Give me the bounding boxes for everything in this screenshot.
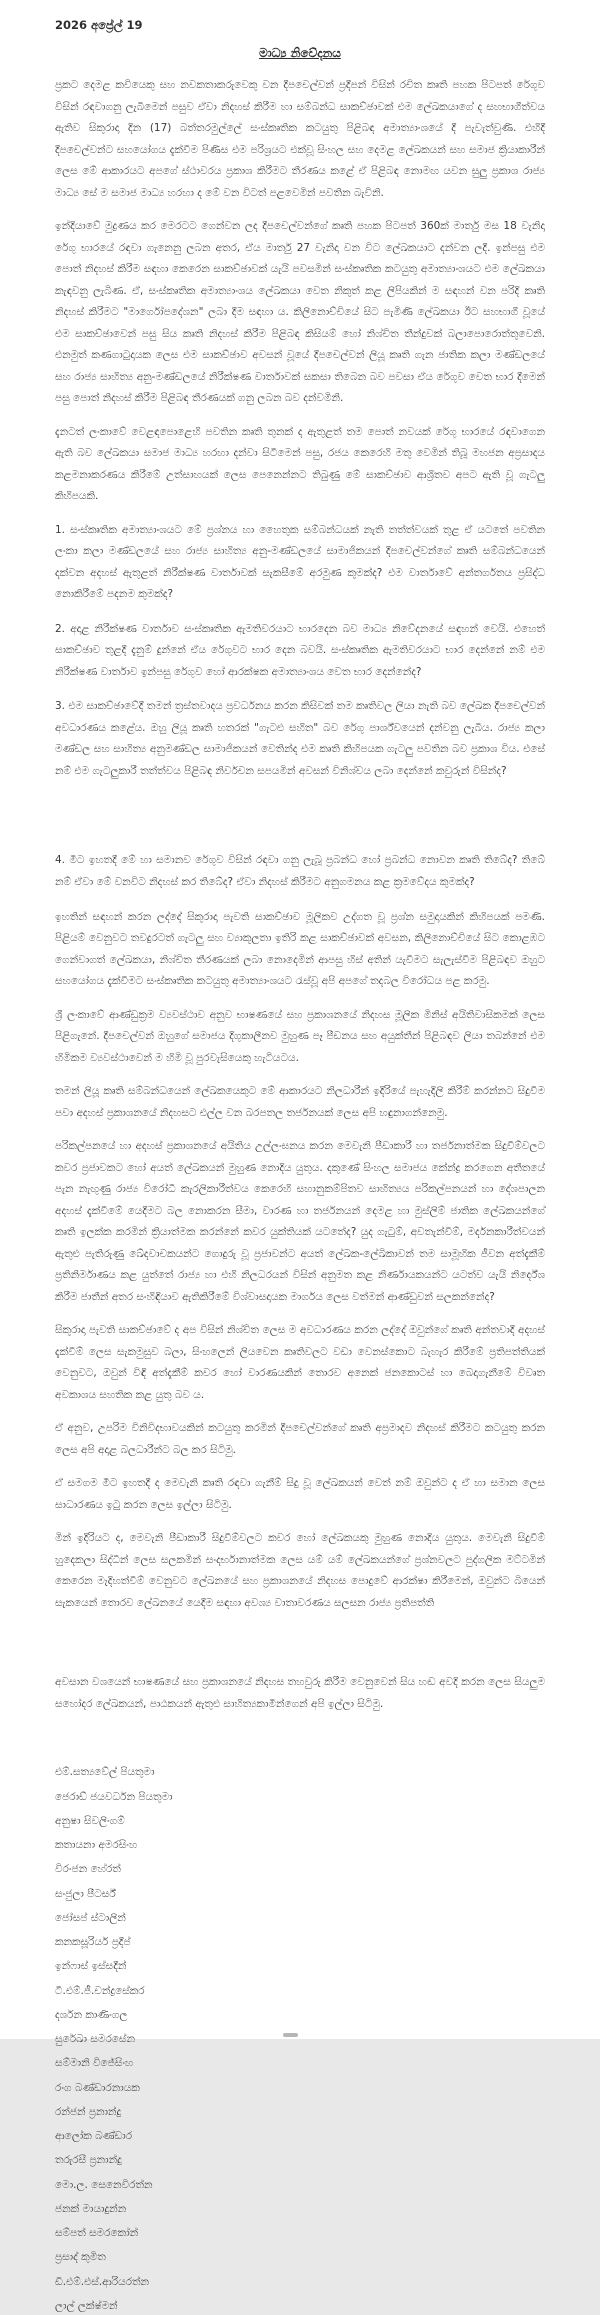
paragraph: පරිකල්පනයේ හා අදහස් ප්‍රකාශනයේ අයිතිය උල්ලංඝනය කරන මෙවැනි පීඩාකාරී හා තර්ජනාත්මක සිදුවීම්වලට කවර ප්‍රජාවකට හෝ අයත් ලේඛකයන් මුහුණ නොදිය යුතුය. දකුණේ සිංහල සමාජය කේන්ද්‍ර කරගෙන අතීතයේ පැන නැඟුණු රාජ්‍ය විරෝධී කැරලිකාරීත්වය කෙරෙහි සහානුකම්පිතව සාහිත්‍යය පරිකල්පනයන් හා දේශපාලන අදහස් දැක්වීමේ යෙදීමට බල නොකරන සීමා, වාරණ හා තර්ජනයන් දෙමළ හා මුස්ලිම් ජාතික ලේඛකයන්ගේ කෘති ඉලක්ක කරමින් ක්‍රියාත්මක කරන්නේ කවර යුක්තියක් යටතේද? යුද ගැටුම්, අවතැන්වීම්, මර්දනකාරීත්වයන් ඇතුළු පැතිරුණු ඛේදවාචකයන්ට ගොදුරු වූ ප්‍රජාවන්ට අයත් ලේඛක-ලේඛිකාවන් තම සාමූහික ජීවන අත්දැකීම් ප්‍රතිනිර්මාණය කළ යුත්තේ රාජ්‍ය හා එහි නිලධරයන් විසින් අනුමත කළ නිර්ණායකයන්ට යටත්ව යැයි නිර්දේශ කිරීම ජාතීන් අතර සංහිඳියාව ඇතිකිරීමේ විශ්වාසදායක මාර්ගය ලෙස වත්මන් ආණ්ඩුවන් සලකන්නේද? xyxy=(55,1140,545,1303)
paragraph: ශ්‍රී ලංකාවේ ආණ්ඩුක්‍රම ව්‍යවස්ථාව අනුව භාෂණයේ සහ ප්‍රකාශනයේ නිදහස මූලික මිනිස් අයිතිවාසිකමක් ලෙස පිළිගැනේ. දීපචෙල්වන් ඔහුගේ සමාජය දිගුකාලීනව මුහුණ පෑ පීඩනය සහ අයුක්තීන් පිළිබඳව ලියා තබන්නේ එම හිමිකම ව්‍යවස්ථාවෙන් ම හිමි වූ පුරවැසියෙකු හැටියටය. xyxy=(55,1008,545,1064)
signatory-name: මො.ල. සෙනෙවිරත්න xyxy=(55,2178,153,2191)
paragraph: සිකුරාදා පැවති සාකච්ඡාවේ ද අප විසින් නිශ්චිත ලෙස ම අවධාරණය කරන ලද්දේ ඔවුන්ගේ කෘති අන්තවාදී අදහස් දැක්වීම් ලෙස සැකමුසුව බලා, සිංහලෙන් ලියවෙන කෘතිවලට වඩා වෙනස්කොට බැහැර කිරීමේ ප්‍රතිපත්තියක් වෙනුවට, ඔවුන් විඳි අත්දැකීම් කවර හෝ වාරණයකින් තොරව අනෙක් ජනකොටස් හා බෙදාගැනීමේ විවෘත අවකාශය සහතික කළ යුතු බව ය. xyxy=(55,1324,545,1401)
signatory-name: අනුෂා සිවලිංගම් xyxy=(55,1814,125,1827)
signatory-name: දර්ශන කාණිංගල xyxy=(55,2008,128,2021)
questions-1-3-section xyxy=(55,520,545,783)
paragraph: ඉහතින් සඳහන් කරන ලද්දේ සිකුරාදා පැවති සාකච්ඡාව මූලිකව උද්ගත වූ ප්‍රශ්න සමුදායකින් කිහිපයක් පමණි. පිළියම් වෙනුවට තවදුරටත් ගැටලු සහ ව්‍යාකූලතා ඉතිරි කළ සාකච්ඡාවක් අවසන, කිලිනොච්චියේ සිට කොළඹට ගෙන්වාගත් ලේඛකයා, නිශ්චිත තීරණයක් ලබා නොදෙමින් ආපසු හිස් අතින් යැවීමට සැලැස්වීම පිළිබඳව ඔහුට සහයෝගය දැක්වීමට සංස්කෘතික කටයුතු අමාත්‍යාංශයට රැස්වූ අපි අපගේ තදබල විරෝධය පළ කරමු. xyxy=(55,910,545,988)
signatory-name: කනකසූරියර් ප්‍රදීප් xyxy=(55,1936,131,1949)
signatory-name: ප්‍රසාද් කුමිත xyxy=(55,2251,106,2264)
signatory-name: සම්පත් සමරකෝන් xyxy=(55,2227,139,2240)
question-item: 1. සංස්කෘතික අමාත්‍යාංශයට මේ ප්‍රශ්නය හා හෛතුක සම්බන්ධයක් නැති තත්ත්වයක් තුළ ඒ යටතේ පවතින ලංකා කලා මණ්ඩලයේ සහ රාජ්‍ය සාහිත්‍ය අනු-මණ්ඩලයේ සාමාජිකයන් දීපචෙල්වන්ගේ කෘති සම්බන්ධයෙන් දක්වන අදහස් ඇතුළත් නිරීක්ෂණ වාර්තාවක් සැකසීමේ අරමුණ කුමක්ද? එම වාර්තාවේ අන්තර්ගතය ප්‍රසිද්ධ නොකිරීමේ පදනම කුමක්ද? xyxy=(55,523,545,601)
signatory-name: සුරේඛා සමරසේන xyxy=(55,2033,136,2046)
document-title: මාධ්‍ය නිවේදනය xyxy=(259,46,341,60)
question-item: 3. එම සාකච්ඡාවේදී තමන් ත්‍රස්තවාදය ප්‍රවර්ධනය කරන කිසිවක් තම කෘතිවල ලියා නැති බව ලේඛක දීපචෙල්වන් අවධාරණය කළේය. ඔහු ලියූ කෘති හතරක් "ගැටළු සහිත" බව රේගු පාර්ශ්වයෙන් දන්වනු ලැබීය. රාජ්‍ය කලා මණ්ඩල සහ සාහිත්‍ය අනුමණ්ඩල සාමාජිකයන් වෙතින්ද එම කෘති කිහිපයක ගැටලු පවතින බව ප්‍රකාශ විය. එසේ නම් එම ගැටලුකාරී තත්ත්වය පිළිබඳ නිර්වචන සපයමින් අවසන් විනිශ්චය ලබා දෙන්නේ කවුරුන් විසින්ද? xyxy=(55,700,545,777)
page-bottom-artifact xyxy=(283,2033,298,2037)
signatory-name: ලාල් ලක්ෂ්මන් xyxy=(55,2299,118,2312)
signatory-name: සංජුලා පීටර්ස් xyxy=(55,1887,116,1900)
signatory-name: රංග බණ්ඩාරනායක xyxy=(55,2081,140,2094)
signatory-name: විරංජන හේරත් xyxy=(55,1863,121,1876)
paragraph: ඒ අනුව, උපරිම විනිවිදභාවයකින් කටයුතු කරමින් දීපචෙල්වන්ගේ කෘති අප්‍රමාදව නිදහස් කිරීමට කටයුතු කරන ලෙස අපි අදාළ බලධාරීන්ට බල කර සිටිමු. xyxy=(55,1422,545,1456)
body-section xyxy=(55,907,545,1615)
intro-section xyxy=(55,75,545,508)
signatories-list xyxy=(55,1765,545,2314)
paragraph: තමන් ලියූ කෘති සම්බන්ධයෙන් ලේඛකයෙකුට මේ ආකාරයට නිලධාරීන් ඉදිරියේ පැහැදිලි කිරීම් කරන්නට සිදුවීම පවා අදහස් ප්‍රකාශනයේ නිදහසට එල්ල වන බරපතල තර්ජනයක් ලෙස අපි හඳුනාගන්නෙමු. xyxy=(55,1085,545,1119)
signatory-name: ටී.එම්.ජී.චන්ද්‍රසේකර xyxy=(55,1984,145,1997)
question-item: 2. අදාළ නිරීක්ෂණ වාර්තාව සංස්කෘතික ඇමතිවරයාට භාරදෙන බව මාධ්‍ය නිවේදනයේ සඳහන් වෙයි. එහෙත් සාකච්ඡාව තුළදී දැනුම් දුන්නේ ඒය රේගුවට භාර දෙන බවයි. සංස්කෘතික ඇමතිවරයාට භාර දෙන්නේ නම් එම නිරීක්ෂණ වාර්තාව ඉන්පසු රේගුව හෝ ආරක්ෂක අමාත්‍යාංශය වෙත භාර දෙන්නේද? xyxy=(55,622,545,678)
signatory-name: ඩී.එම්.එස්.ආරියරත්න xyxy=(55,2275,150,2288)
paragraph: ප්‍රකට දෙමළ කවියෙකු සහ නවකතාකරුවෙකු වන දීපචෙල්වන් ප්‍රදීපන් විසින් රචිත කෘති පහක පිටපත් රේගුව විසින් රඳවාගනු ලැබීමෙන් පසුව ඒවා නිදහස් කිරීම හා සම්බන්ධ සාකච්ඡාවක් එම ලේඛකයාගේ ද සහභාගීත්වය ඇතිව සිකුරාදා දින (17) බත්තරමුල්ලේ සංස්කෘතික කටයුතු පිළිබඳ අමාත්‍යාංශයේ දී පැවැත්වුණි. එහිදී දීපචෙල්වන්ට සහයෝගය දැක්වීම පිණිස එම පරිශ්‍රයට එක්වූ සිංහල සහ දෙමළ ලේඛකයන් සහ සමාජ ක්‍රියාකාරීන් ලෙස මේ ආකාරයට අපගේ ස්ථාවරය ප්‍රකාශ කිරීමට තීරණය කළේ ඒ පිළිබඳ නොමඟ යවන සුලු ප්‍රකාශ රාජ්‍ය මාධ්‍ය සේ ම සමාජ මාධ්‍ය හරහා ද මේ වන විටත් පළවෙමින් පවතින බැවිනි. xyxy=(55,79,545,199)
paragraph: ඉන්දියාවේ මුද්‍රණය කර මෙරටට ගෙන්වන ලද දීපචෙල්වන්ගේ කෘති පහක පිටපත් 360ක් මාර්තු මස 18 වැනිදා රේගු භාරයේ රඳවා ගැනෙනු ලබන අතර, ඒය මාර්තු 27 වැනිදා වන විට ලේඛකයාට දන්වන ලදී. ඉන්පසු එම පොත් නිදහස් කිරීම සඳහා කෙරෙන සාකච්ඡාවක් යැයි පවසමින් සංස්කෘතික කටයුතු අමාත්‍යාංශයට එම ලේඛකයා කැඳවනු ලැබිණ. ඒ, සංස්කෘතික අමාත්‍යාංශය ලේඛකයා වෙත නිකුත් කළ ලිපියකින් ම සඳහන් වන පරිදි කෘති නිදහස් කිරීමට "මාර්ගෝපදේශන" ලබා දීම සඳහා ය. කිලිනොච්චියේ සිට පැමිණි ලේඛකයා ඊට සහභාගී වූයේ එම සාකච්ඡාවෙන් පසු සිය කෘති නිදහස් කිරීම පිළිබඳ කිසියම් හෝ නිශ්චිත තීන්දුවක් බලාපොරොත්තුවෙනි. එනමුත් කණගාටුදායක ලෙස එම සාකච්ඡාව අවසන් වූයේ දීපචෙල්වන් ලියූ කෘති ගැන ජාතික කලා මණ්ඩලයේ සහ රාජ්‍ය සාහිත්‍ය අනු-මණ්ඩලයේ නිරීක්ෂණ වාර්තාවක් සකසා තිබෙන බව පවසා ඒය රේගුව වෙත භාර දීමෙන් පසු පොත් නිදහස් කිරීම පිළිබඳ තීරණයක් ගනු ලබන බව දන්වමිනි. xyxy=(55,220,545,405)
signatory-name: ජෝසප් ස්ටාලින් xyxy=(55,1911,126,1924)
signatory-name: කතායනා අමරසිංහ xyxy=(55,1839,138,1852)
signatory-name: ඉන්ෆාස් ඉස්සදීන් xyxy=(55,1960,127,1973)
signatory-name: ජනක් මායාදුන්න xyxy=(55,2202,127,2215)
paragraph: මින් ඉදිරියට ද, මෙවැනි පීඩාකාරී සිදුවීම්වලට කවර හෝ ලේඛකයකු මුහුණ නොදිය යුතුය. මෙවැනි සිදුවීම් හුදෙකලා සිද්ධීන් ලෙස සලකමින් සංදර්භානාත්මක ලෙස යම් යම් ලේඛකයන්ගේ ප්‍රශ්නවලට පුද්ගලික මට්ටමින් කෙරෙන මැදිහත්වීම් වෙනුවට ලේඛනයේ සහ ප්‍රකාශනයේ නිදහස පොදුවේ ආරක්ෂා කිරීමෙන්, ඔවුන්ට බියෙන් සැකයෙන් තොරව ලේඛනයේ යෙදීම සඳහා අවශ්‍ය වාතාවරණය සලසන රාජ්‍ය ප්‍රතිපත්ති xyxy=(55,1532,545,1609)
date-line: 2026 අප්‍රේල් 19 xyxy=(55,18,143,32)
signatory-name: ජෙරාඩ් ජයවර්ධන පියතුමා xyxy=(55,1790,173,1803)
signatory-name: සම්මානි විජේසිංහ xyxy=(55,2057,134,2070)
paragraph: දැනටත් ලංකාවේ වෙළඳපොළෙහි පවතින කෘති තුනක් ද ඇතුළත් තම පොත් නවයක් රේගු භාරයේ රඳවාගෙන ඇති බව ලේඛකයා සමාජ මාධ්‍ය හරහා දන්වා සිටීමෙන් පසු, රජය කෙරෙහි මතු වෙමින් තිබූ මහජන අප්‍රසාදය කළමනාකරණය කිරීමේ උත්සාහයක් ලෙස පෙනෙන්නට තිබුණු මේ සාකච්ඡාව ආශ්‍රිතව අපට ඇති වූ ගැටලු කිහිපයකි. xyxy=(55,425,545,503)
question-item-4: 4. මීට ඉහතදී මේ හා සමානව රේගුව විසින් රඳවා ගනු ලැබූ ප්‍රබන්ධ හෝ ප්‍රබන්ධ නොවන කෘති තිබේද? තිබේ නම් ඒවා මේ වනවිට නිදහස් කර තිබේද? ඒවා නිදහස් කිරීමට අනුගමනය කළ ක්‍රමවේදය කුමක්ද? xyxy=(55,854,545,888)
signatory-name: එම්.සත්‍යවේල් පියතුමා xyxy=(55,1766,155,1779)
signatory-name: රන්ජන් ප්‍රනාන්දු xyxy=(55,2105,122,2118)
closing-paragraph: අවසාන වශයෙන් භාෂණයේ සහ ප්‍රකාශනයේ නිදහස තහවුරු කිරීම වෙනුවෙන් සිය හඬ අවදි කරන ලෙස සියලුම සහෝදර ලේඛකයන්, පාඨකයන් ඇතුළු සාහිත්‍යකාමීන්ගෙන් අපි ඉල්ලා සිටිමු. xyxy=(55,1676,545,1710)
signatory-name: තරුරසී ප්‍රනාන්දු xyxy=(55,2154,122,2167)
signatory-name: ආලෝක බණ්ඩාර xyxy=(55,2130,133,2143)
paragraph: ඒ සමගම මීට ඉහතදී ද මෙවැනි කෘති රඳවා ගැනීම් සිදු වූ ලේඛකයන් වෙත් නම් ඔවුන්ට ද ඒ හා සමාන ලෙස සාධාරණය ඉටු කරන ලෙස ඉල්ලා සිටිමු. xyxy=(55,1477,545,1511)
